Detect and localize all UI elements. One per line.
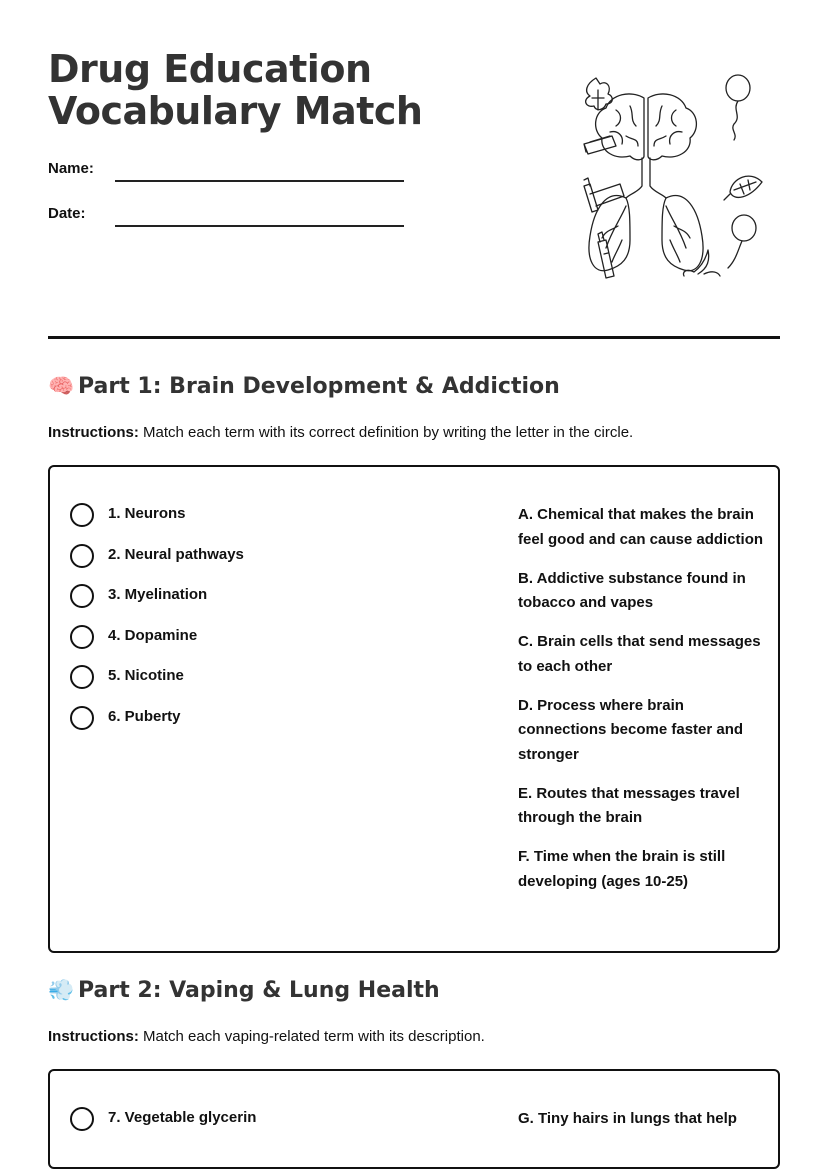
term-row [70,665,390,706]
worksheet-header [48,48,780,298]
lungs-icon [589,196,703,271]
balloon-icon-2 [728,215,756,268]
date-field[interactable] [48,205,408,229]
header-divider [48,336,780,339]
brain-lungs-doodle-icon [526,70,766,290]
date-label: Date: [48,205,86,222]
definition-item: G. Tiny hairs in lungs that help [518,1110,737,1127]
term-label: 5. Nicotine [108,667,184,684]
term-label: 6. Puberty [108,707,181,725]
name-line[interactable] [115,180,404,182]
answer-circle[interactable] [70,625,94,649]
term-label: 1. Neurons [108,505,186,522]
part2-instructions [48,1028,780,1045]
brain-icon [596,94,697,198]
brain-icon: 🧠 [48,374,75,398]
definition-item: B. Addictive substance found in tobacco and vapes [518,569,746,611]
page-title: Drug Education Vocabulary Match [48,47,423,133]
term-row [70,503,390,544]
part2-title-text: Part 2: Vaping & Lung Health [78,978,440,1003]
wind-icon: 💨 [48,978,75,1002]
term-row [70,1107,390,1148]
definition-item: F. Time when the brain is still developing (ages 10-25) [518,848,726,890]
part1-instructions-text: Match each term with its correct definition by writing the letter in the circle. [138,424,634,441]
part2-definitions [518,1107,768,1146]
part1-match-box [48,465,780,953]
definition-item: C. Brain cells that send messages to each other [518,633,761,675]
definition-item: A. Chemical that makes the brain feel good and can cause addiction [518,506,764,548]
term-label: 3. Myelination [108,586,208,603]
part2-match-box [48,1069,780,1169]
answer-circle[interactable] [70,1107,94,1131]
term-row [70,625,390,666]
plant-icon [586,78,613,110]
part1-definitions [518,503,768,909]
name-field[interactable] [48,160,408,184]
part2-terms [70,1107,390,1148]
balloon-icon [726,75,750,140]
part1-instructions [48,424,780,441]
definition-item: D. Process where brain connections become faster and stronger [518,696,744,763]
answer-circle[interactable] [70,584,94,608]
answer-circle[interactable] [70,544,94,568]
term-row [70,544,390,585]
name-label: Name: [48,160,94,177]
part2-instructions-text: Match each vaping-related term with its description. [138,1028,485,1045]
cigarette-pack-icon [584,136,616,154]
worksheet-page [48,0,780,1127]
term-label: 2. Neural pathways [108,545,244,563]
answer-circle[interactable] [70,665,94,689]
part1-title [48,374,780,399]
date-line[interactable] [115,225,404,227]
part2-title [48,978,780,1003]
answer-circle[interactable] [70,706,94,730]
term-label: 7. Vegetable glycerin [108,1109,257,1126]
definition-item: E. Routes that messages travel through the brain [518,784,740,826]
part1-title-text: Part 1: Brain Development & Addiction [78,374,560,399]
part1-terms [70,503,390,746]
answer-circle[interactable] [70,503,94,527]
leaf-icon [724,176,762,200]
term-row [70,584,390,625]
herb-icon [683,250,720,276]
part2-instructions-label: Instructions: [48,1028,139,1045]
term-label: 4. Dopamine [108,626,198,644]
term-row [70,706,390,747]
part1-instructions-label: Instructions: [48,424,139,441]
